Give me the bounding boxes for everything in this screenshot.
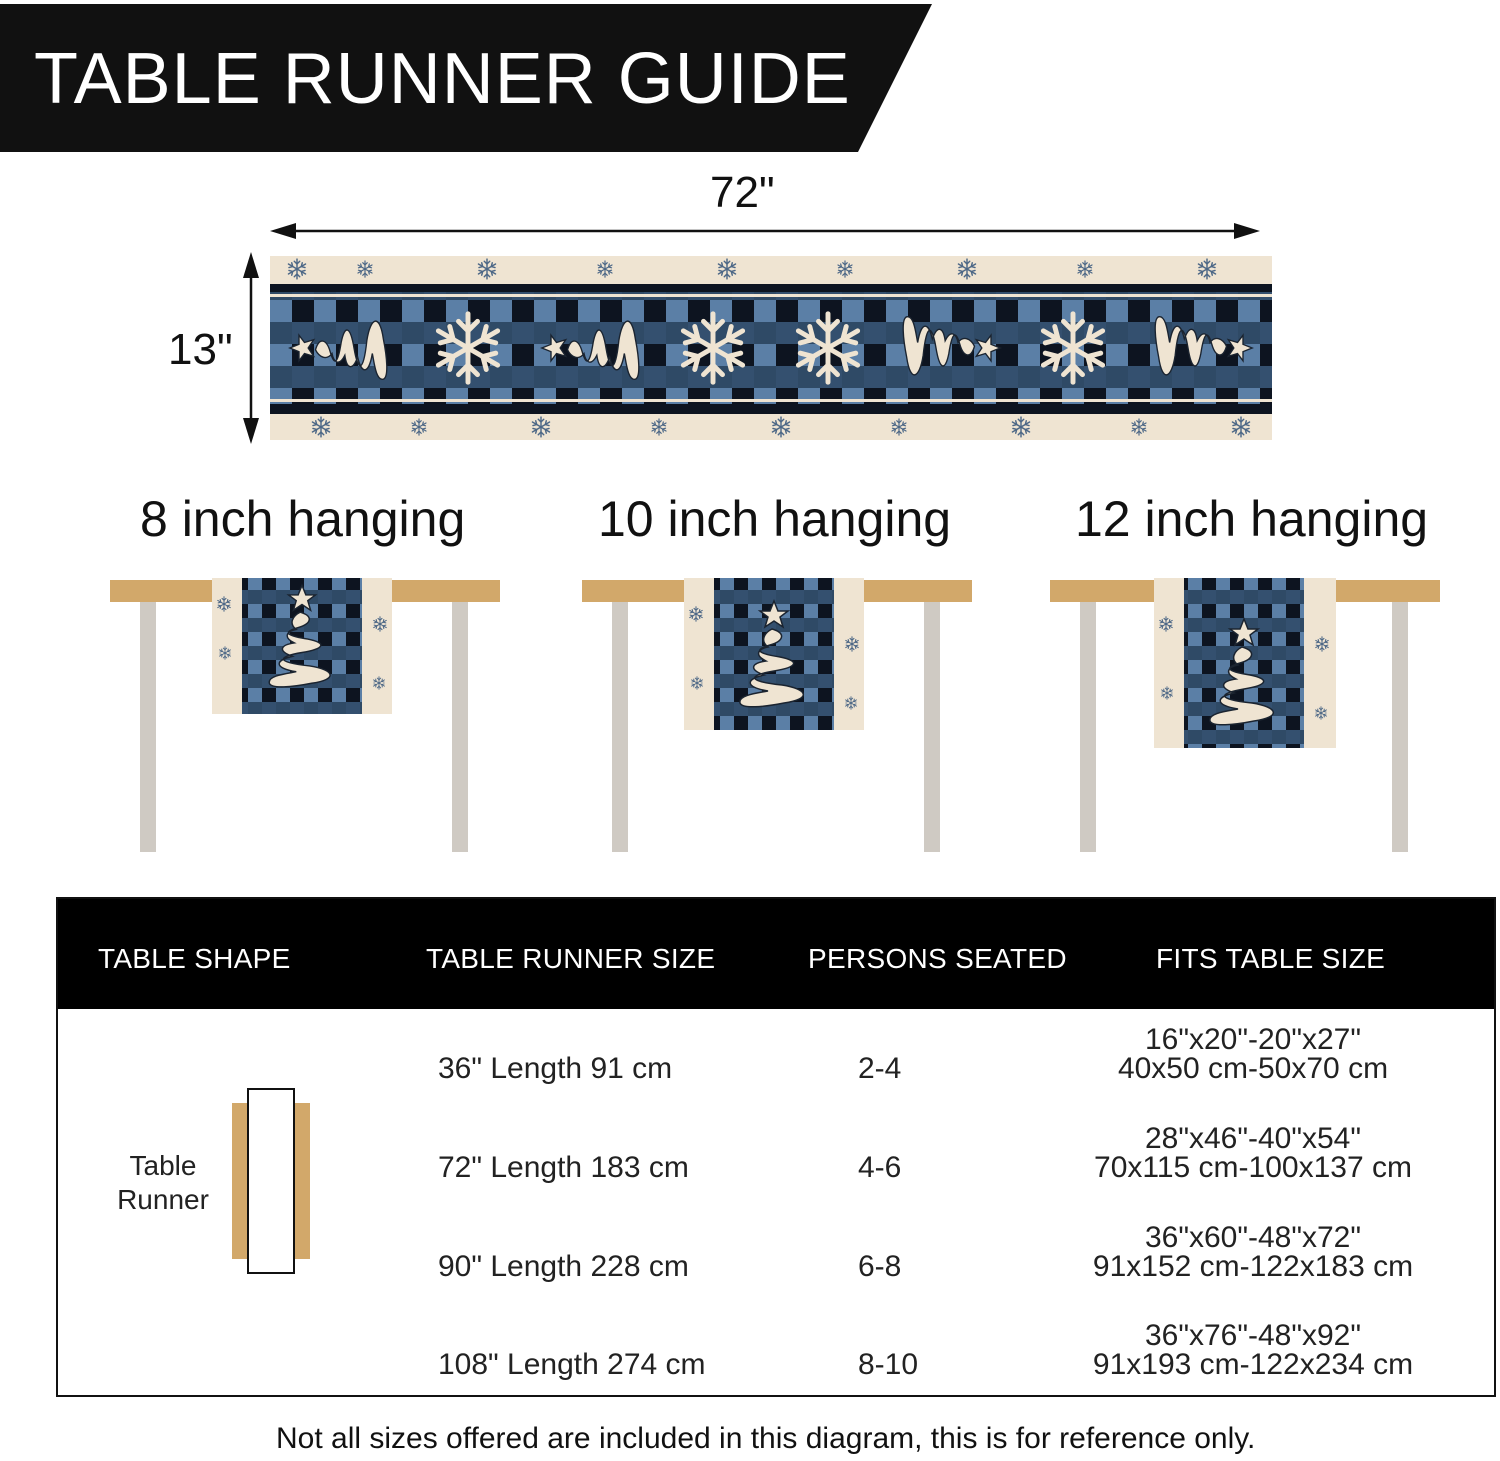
row-3-persons: 6-8	[858, 1250, 902, 1283]
row-4-persons: 8-10	[858, 1348, 919, 1381]
width-double-arrow-icon	[270, 216, 1260, 246]
row-1-size: 36" Length 91 cm	[438, 1052, 673, 1085]
height-dimension-label: 13"	[168, 325, 233, 374]
row-2-size: 72" Length 183 cm	[438, 1151, 689, 1184]
header-fits-table-size: FITS TABLE SIZE	[1156, 943, 1386, 974]
row-1-fits-cm: 40x50 cm-50x70 cm	[1117, 1052, 1389, 1085]
hanging-runner-8-inch	[212, 578, 392, 714]
hanging-diagram-8-inch	[108, 576, 504, 856]
page-title: TABLE RUNNER GUIDE	[34, 39, 851, 119]
table-runner-shape-icon	[228, 1087, 314, 1277]
disclaimer-note: Not all sizes offered are included in this diagram, this is for reference only.	[276, 1422, 1256, 1455]
size-table	[56, 897, 1496, 1397]
row-4-fits-inches: 36"x76"-48"x92"	[1144, 1319, 1362, 1352]
row-3-size: 90" Length 228 cm	[438, 1250, 689, 1283]
row-4-fits-cm: 91x193 cm-122x234 cm	[1092, 1348, 1414, 1381]
hanging-diagram-12-inch	[1048, 576, 1444, 856]
row-4-size: 108" Length 274 cm	[438, 1348, 706, 1381]
hanging-label-10-inch: 10 inch hanging	[598, 491, 952, 547]
width-dimension-label: 72"	[710, 168, 775, 217]
row-3-fits-inches: 36"x60"-48"x72"	[1144, 1221, 1362, 1254]
table-header	[58, 899, 1494, 1009]
table-shape-label: Table Runner	[117, 1150, 209, 1215]
header-table-shape: TABLE SHAPE	[98, 943, 291, 974]
header-persons-seated: PERSONS SEATED	[808, 943, 1067, 974]
hanging-runner-10-inch	[684, 578, 864, 730]
row-2-persons: 4-6	[858, 1151, 902, 1184]
hanging-label-8-inch: 8 inch hanging	[140, 491, 466, 547]
hanging-runner-12-inch	[1154, 578, 1336, 748]
row-2-fits-cm: 70x115 cm-100x137 cm	[1094, 1151, 1412, 1184]
row-3-fits-cm: 91x152 cm-122x183 cm	[1092, 1250, 1414, 1283]
height-double-arrow-icon	[236, 252, 266, 444]
hanging-label-12-inch: 12 inch hanging	[1075, 491, 1429, 547]
row-1-persons: 2-4	[858, 1052, 902, 1085]
row-1-fits-inches: 16"x20"-20"x27"	[1144, 1023, 1362, 1056]
row-2-fits-inches: 28"x46"-40"x54"	[1144, 1122, 1362, 1155]
header-runner-size: TABLE RUNNER SIZE	[426, 943, 716, 974]
hanging-diagram-10-inch	[580, 576, 976, 856]
table-runner-illustration	[270, 256, 1272, 440]
